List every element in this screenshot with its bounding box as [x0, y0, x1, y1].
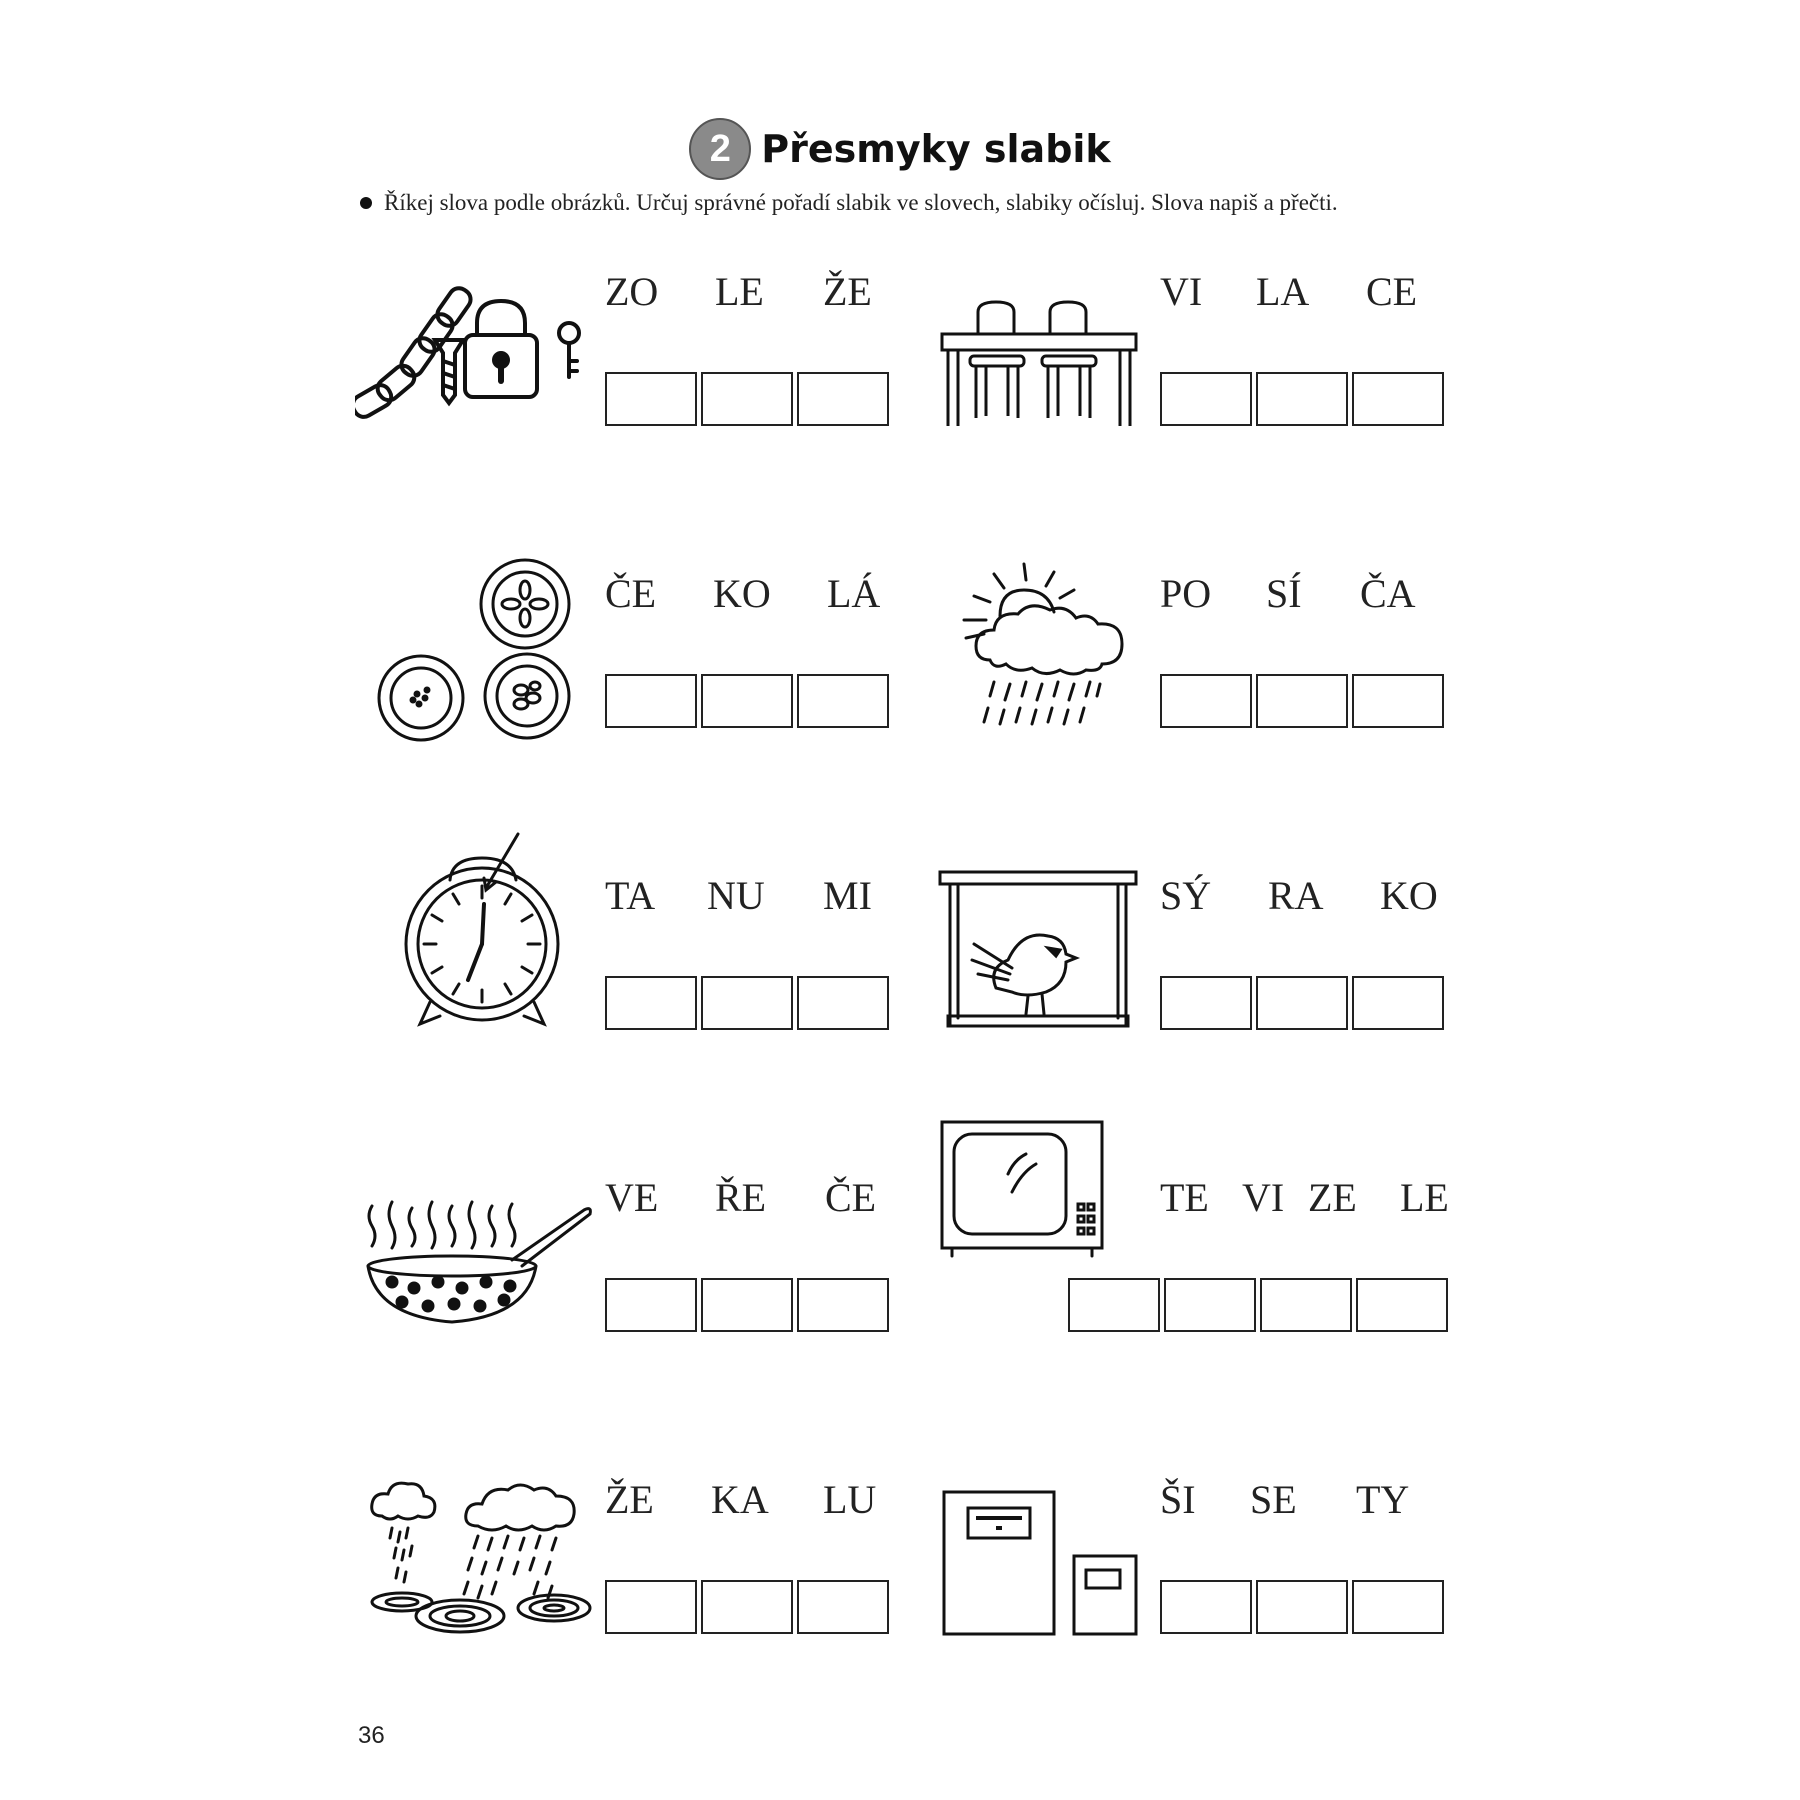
syllable: TY [1356, 1477, 1410, 1522]
syllable: KO [713, 571, 771, 616]
syllable: VI [1242, 1175, 1285, 1220]
page-title [0, 118, 1800, 180]
syllable: PO [1160, 571, 1212, 616]
syllable: ČE [825, 1175, 877, 1220]
syllable: CE [1366, 269, 1418, 314]
answer-box[interactable] [701, 372, 793, 426]
syllable: ŘE [715, 1175, 767, 1220]
syllable: ČA [1360, 571, 1416, 616]
syllables-row-3-left [605, 872, 905, 922]
rain-puddles-icon [368, 1476, 596, 1634]
syllables-row-2-right [1160, 570, 1460, 620]
syllable: TA [605, 873, 656, 918]
answer-boxes [605, 1278, 889, 1330]
notebooks-icon [940, 1488, 1140, 1638]
answer-box[interactable] [1068, 1278, 1160, 1332]
chain-screw-lock-key-icon [355, 285, 585, 420]
syllable: SÍ [1266, 571, 1302, 616]
answer-box[interactable] [1256, 372, 1348, 426]
syllable: SE [1250, 1477, 1297, 1522]
syllables-row-3-right [1160, 872, 1460, 922]
table-chairs-icon [938, 300, 1140, 430]
answer-box[interactable] [701, 674, 793, 728]
answer-box[interactable] [1260, 1278, 1352, 1332]
syllable: ŽE [605, 1477, 654, 1522]
syllables-row-5-right [1160, 1476, 1460, 1526]
syllable: MI [823, 873, 872, 918]
answer-box[interactable] [1160, 1580, 1252, 1634]
syllable: SÝ [1160, 873, 1212, 918]
syllable: ŽE [823, 269, 872, 314]
answer-boxes [1160, 372, 1444, 424]
exercise-number-badge: 2 [689, 118, 751, 180]
page-number: 36 [358, 1722, 385, 1749]
syllable: LÁ [827, 571, 881, 616]
answer-box[interactable] [797, 976, 889, 1030]
answer-box[interactable] [1352, 372, 1444, 426]
syllable: KA [711, 1477, 769, 1522]
answer-box[interactable] [1160, 674, 1252, 728]
answer-box[interactable] [1160, 372, 1252, 426]
syllable: RA [1268, 873, 1324, 918]
syllable: VE [605, 1175, 659, 1220]
syllable: LE [1400, 1175, 1449, 1220]
answer-box[interactable] [1256, 674, 1348, 728]
answer-boxes [1160, 1580, 1444, 1632]
syllable: ZO [605, 269, 659, 314]
answer-box[interactable] [797, 674, 889, 728]
alarm-clock-icon [400, 832, 570, 1028]
answer-box[interactable] [797, 1278, 889, 1332]
syllable: ŠI [1160, 1477, 1196, 1522]
syllables-row-1-right [1160, 268, 1460, 318]
answer-box[interactable] [605, 1278, 697, 1332]
television-icon [938, 1118, 1108, 1258]
syllable: LA [1256, 269, 1310, 314]
instruction-text: Říkej slova podle obrázků. Určuj správné pořadí slabik ve slovech, slabiky očísluj. Slova napiš a přečti. [384, 190, 1338, 215]
answer-box[interactable] [701, 976, 793, 1030]
syllable: TE [1160, 1175, 1209, 1220]
answer-boxes [605, 372, 889, 424]
answer-boxes [605, 976, 889, 1028]
answer-box[interactable] [701, 1580, 793, 1634]
answer-boxes [605, 674, 889, 726]
steaming-bowl-icon [362, 1200, 594, 1330]
syllable: LE [715, 269, 764, 314]
syllable: KO [1380, 873, 1438, 918]
syllable: LU [823, 1477, 877, 1522]
answer-boxes [1160, 976, 1444, 1028]
answer-box[interactable] [1160, 976, 1252, 1030]
answer-box[interactable] [797, 372, 889, 426]
answer-box[interactable] [605, 976, 697, 1030]
syllables-row-5-left [605, 1476, 905, 1526]
syllables-row-4-right [1160, 1174, 1480, 1224]
syllable: VI [1160, 269, 1203, 314]
bullet-icon [360, 197, 372, 209]
answer-boxes [1068, 1278, 1448, 1330]
answer-boxes [1160, 674, 1444, 726]
syllables-row-4-left [605, 1174, 905, 1224]
answer-boxes [605, 1580, 889, 1632]
answer-box[interactable] [701, 1278, 793, 1332]
syllable: ČE [605, 571, 657, 616]
syllables-row-1-left [605, 268, 905, 318]
answer-box[interactable] [1352, 674, 1444, 728]
answer-box[interactable] [797, 1580, 889, 1634]
syllable: ZE [1308, 1175, 1357, 1220]
exercise-title: Přesmyky slabik [761, 127, 1111, 171]
instruction [360, 190, 1338, 216]
answer-box[interactable] [1352, 1580, 1444, 1634]
syllable: NU [707, 873, 765, 918]
bird-feeder-icon [938, 868, 1140, 1028]
answer-box[interactable] [1164, 1278, 1256, 1332]
answer-box[interactable] [605, 674, 697, 728]
syllables-row-2-left [605, 570, 905, 620]
sun-cloud-rain-icon [950, 560, 1130, 735]
answer-box[interactable] [605, 372, 697, 426]
answer-box[interactable] [1352, 976, 1444, 1030]
answer-box[interactable] [1356, 1278, 1448, 1332]
answer-box[interactable] [605, 1580, 697, 1634]
cucumber-slices-icon [375, 558, 575, 743]
answer-box[interactable] [1256, 976, 1348, 1030]
answer-box[interactable] [1256, 1580, 1348, 1634]
